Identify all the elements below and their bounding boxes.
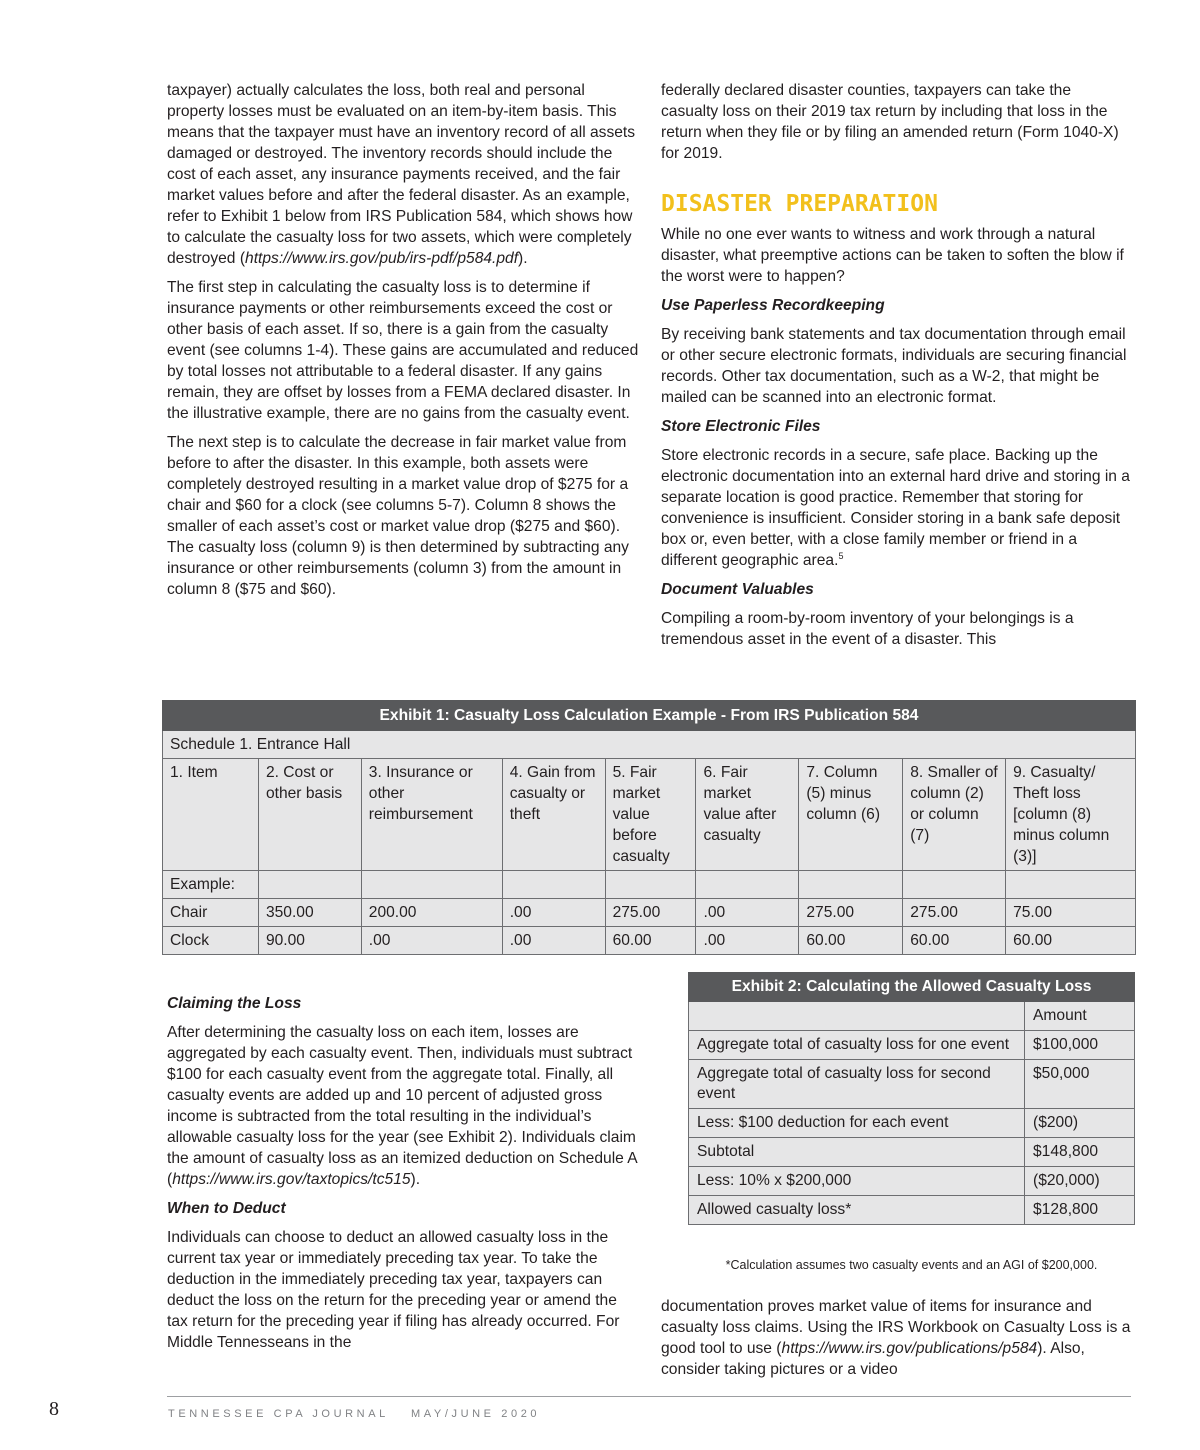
table-cell: .00 xyxy=(696,927,799,955)
paragraph xyxy=(167,80,642,269)
paragraph-text: Store electronic records in a secure, safe place. Backing up the electronic documentation into an external hard drive and storing in a separate location is good practice. Remember that storing for convenience is insufficient. Consider storing in a bank safe deposit box or, even better, with a close family member or friend in a different geographic area. xyxy=(661,447,1130,569)
table-row xyxy=(163,927,1136,955)
left-column-bottom xyxy=(167,993,642,1353)
page-number: 8 xyxy=(49,1398,59,1420)
paragraph-text: ). xyxy=(410,1171,421,1188)
subheading: Store Electronic Files xyxy=(661,418,821,435)
column-header: 2. Cost or other basis xyxy=(258,759,361,871)
paragraph: The next step is to calculate the decrease in fair market value from before to after the disaster. In this example, both assets were completely destroyed resulting in a market value drop of $275 for a chair and $60 for a clock (see columns 5-7). Column 8 shows the smaller of each asset’s cost or market value drop ($275 and $60). The casualty loss (column 9) is then determined by subtracting any insurance or other reimbursements (column 3) from the amount in column 8 ($75 and $60). xyxy=(167,434,629,598)
subheading: Use Paperless Recordkeeping xyxy=(661,297,885,314)
column-header: 7. Column (5) minus column (6) xyxy=(799,759,903,871)
subheading: Document Valuables xyxy=(661,581,814,598)
table-cell xyxy=(361,871,502,899)
table-cell: Chair xyxy=(163,899,259,927)
row-label: Subtotal xyxy=(689,1138,1025,1167)
table-cell: 275.00 xyxy=(605,899,696,927)
left-column-top xyxy=(167,80,642,608)
table-cell: 275.00 xyxy=(903,899,1006,927)
exhibit-1-table xyxy=(162,700,1136,955)
row-value: $50,000 xyxy=(1025,1060,1135,1109)
schedule-label: Schedule 1. Entrance Hall xyxy=(163,731,1136,759)
table-cell xyxy=(696,871,799,899)
table-header-row xyxy=(689,1002,1135,1031)
table-row xyxy=(163,731,1136,759)
row-value: $128,800 xyxy=(1025,1196,1135,1225)
paragraph xyxy=(661,1296,1131,1380)
issue-date: MAY/JUNE 2020 xyxy=(411,1408,541,1420)
table-cell: 60.00 xyxy=(605,927,696,955)
column-header: 9. Casualty/ Theft loss [column (8) minus column (3)] xyxy=(1006,759,1136,871)
table-row xyxy=(689,1167,1135,1196)
column-header: 1. Item xyxy=(163,759,259,871)
column-header: 6. Fair market value after casualty xyxy=(696,759,799,871)
row-value: $100,000 xyxy=(1025,1031,1135,1060)
row-label: Less: 10% x $200,000 xyxy=(689,1167,1025,1196)
paragraph: Compiling a room-by-room inventory of your belongings is a tremendous asset in the event of a disaster. This xyxy=(661,610,1074,648)
paragraph: federally declared disaster counties, taxpayers can take the casualty loss on their 2019 tax return by including that loss in the return when they file or by filing an amended return (Form 1040-X) for 2019. xyxy=(661,82,1119,162)
table-row xyxy=(163,871,1136,899)
table-cell xyxy=(258,871,361,899)
row-label: Less: $100 deduction for each event xyxy=(689,1109,1025,1138)
paragraph-text: taxpayer) actually calculates the loss, both real and personal property losses must be evaluated on an item-by-item basis. This means that the taxpayer must have an inventory record of all assets damaged or destroyed. The inventory records should include the cost of each asset, any insurance payments received, and the fair market values before and after the federal disaster. As an example, refer to Exhibit 1 below from IRS Publication 584, which shows how to calculate the casualty loss for two assets, which were completely destroyed ( xyxy=(167,82,636,267)
table-cell: Clock xyxy=(163,927,259,955)
subheading: Claiming the Loss xyxy=(167,995,302,1012)
journal-name: TENNESSEE CPA JOURNAL xyxy=(168,1408,389,1420)
column-header: 4. Gain from casualty or theft xyxy=(502,759,605,871)
p584-publication-link[interactable]: https://www.irs.gov/publications/p584 xyxy=(781,1340,1038,1357)
exhibit-2-table xyxy=(688,972,1135,1225)
table-cell xyxy=(903,871,1006,899)
table-cell xyxy=(1006,871,1136,899)
column-header: 3. Insurance or other reimbursement xyxy=(361,759,502,871)
p584-link[interactable]: https://www.irs.gov/pub/irs-pdf/p584.pdf xyxy=(245,250,519,267)
table-title-row xyxy=(689,973,1135,1002)
paragraph: Individuals can choose to deduct an allowed casualty loss in the current tax year or immediately preceding tax year. To take the deduction in the immediately preceding tax year, taxpayers can deduct the loss on the return for the preceding year or amend the tax return for the preceding year if filing has already occurred. For Middle Tennesseans in the xyxy=(167,1229,620,1351)
table-cell: 60.00 xyxy=(903,927,1006,955)
table-cell: .00 xyxy=(696,899,799,927)
exhibit-2-footnote: *Calculation assumes two casualty events and an AGI of $200,000. xyxy=(725,1258,1098,1272)
table-cell: 75.00 xyxy=(1006,899,1136,927)
table-header-row xyxy=(163,759,1136,871)
paragraph: The first step in calculating the casualty loss is to determine if insurance payments or other reimbursements exceed the cost or other basis of each asset. If so, there is a gain from the casualty event (see columns 1-4). These gains are accumulated and reduced by total losses not attributable to a federal disaster. If any gains remain, they are offset by losses from a FEMA declared disaster. In the illustrative example, there are no gains from the casualty event. xyxy=(167,279,639,422)
row-label: Aggregate total of casualty loss for one event xyxy=(689,1031,1025,1060)
paragraph-text: documentation proves market value of items for insurance and casualty loss claims. Using the IRS Workbook on Casualty Loss is a good tool to use ( xyxy=(661,1298,1131,1357)
column-header: Amount xyxy=(1025,1002,1135,1031)
table-cell: 60.00 xyxy=(799,927,903,955)
table-cell: .00 xyxy=(502,927,605,955)
section-heading: DISASTER PREPARATION xyxy=(661,191,938,217)
table-cell xyxy=(502,871,605,899)
table-cell: Example: xyxy=(163,871,259,899)
paragraph xyxy=(167,1022,642,1190)
paragraph: By receiving bank statements and tax documentation through email or other secure electronic formats, individuals are securing financial records. Other tax documentation, such as a W-2, that might be mailed can be scanned into an electronic format. xyxy=(661,326,1127,406)
table-row xyxy=(689,1138,1135,1167)
paragraph-text: ). Also, consider taking pictures or a video xyxy=(661,1340,1085,1378)
footer-rule xyxy=(167,1396,1131,1397)
table-cell: 60.00 xyxy=(1006,927,1136,955)
table-cell xyxy=(605,871,696,899)
column-header: 8. Smaller of column (2) or column (7) xyxy=(903,759,1006,871)
table-cell: .00 xyxy=(361,927,502,955)
table-cell: 200.00 xyxy=(361,899,502,927)
table-cell: 275.00 xyxy=(799,899,903,927)
row-value: ($20,000) xyxy=(1025,1167,1135,1196)
right-column-bottom xyxy=(661,1296,1131,1380)
tc515-link[interactable]: https://www.irs.gov/taxtopics/tc515 xyxy=(172,1171,411,1188)
paragraph xyxy=(661,445,1131,571)
table-row xyxy=(689,1109,1135,1138)
table-row xyxy=(689,1031,1135,1060)
table-row xyxy=(689,1060,1135,1109)
exhibit-1-title: Exhibit 1: Casualty Loss Calculation Example - From IRS Publication 584 xyxy=(163,701,1136,731)
table-cell: .00 xyxy=(502,899,605,927)
row-value: ($200) xyxy=(1025,1109,1135,1138)
table-cell: 90.00 xyxy=(258,927,361,955)
footnote-ref: 5 xyxy=(838,550,844,561)
paragraph-text: ). xyxy=(518,250,528,267)
paragraph-text: After determining the casualty loss on each item, losses are aggregated by each casualty event. Then, individuals must subtract $100 for each casualty event from the aggregate total. Finally, all casualty events are added up and 10 percent of adjusted gross income is subtracted from the total resulting in the individual’s allowable casualty loss for the year (see Exhibit 2). Individuals claim the amount of casualty loss as an itemized deduction on Schedule A ( xyxy=(167,1024,637,1188)
paragraph: While no one ever wants to witness and work through a natural disaster, what preemptive actions can be taken to soften the blow if the worst were to happen? xyxy=(661,226,1124,285)
row-label: Aggregate total of casualty loss for second event xyxy=(689,1060,1025,1109)
table-row xyxy=(689,1196,1135,1225)
row-value: $148,800 xyxy=(1025,1138,1135,1167)
table-title-row xyxy=(163,701,1136,731)
exhibit-2-title: Exhibit 2: Calculating the Allowed Casualty Loss xyxy=(689,973,1135,1002)
column-header: 5. Fair market value before casualty xyxy=(605,759,696,871)
table-row xyxy=(163,899,1136,927)
table-cell xyxy=(799,871,903,899)
table-cell xyxy=(689,1002,1025,1031)
table-cell: 350.00 xyxy=(258,899,361,927)
subheading: When to Deduct xyxy=(167,1200,286,1217)
row-label: Allowed casualty loss* xyxy=(689,1196,1025,1225)
right-column-top xyxy=(661,80,1131,650)
